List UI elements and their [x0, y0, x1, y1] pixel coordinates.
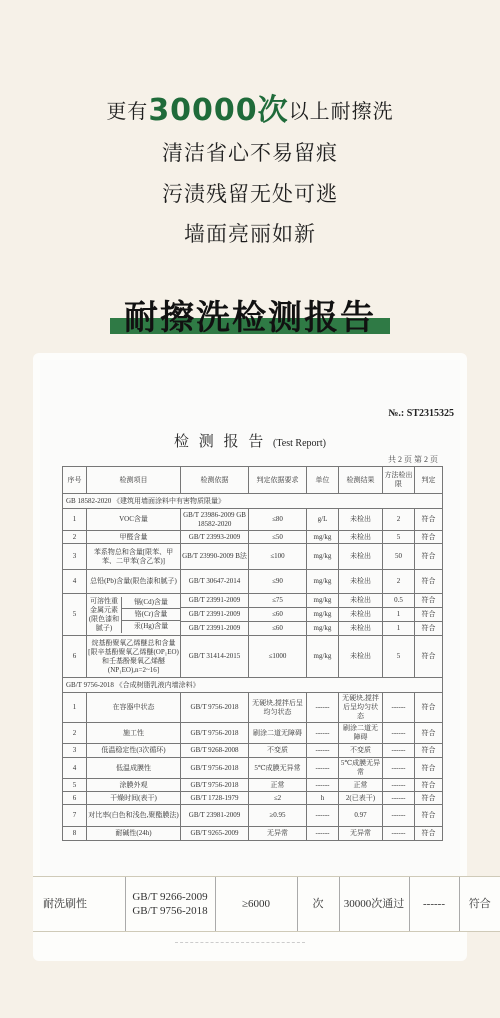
cell-result: 2(已表干) [339, 792, 383, 805]
row-number: 1 [63, 509, 87, 531]
cell-verdict: 符合 [415, 608, 443, 622]
row-number: 2 [63, 723, 87, 744]
section-heading: GB 18582-2020 《建筑用墙面涂料中有害物质限量》 [63, 494, 443, 509]
cell-item: 汞(Hg)含量 [133, 622, 169, 631]
cell-verdict: 符合 [415, 544, 443, 570]
cell-verdict: 符合 [415, 531, 443, 544]
cell-basis: GB/T 9756-2018 [181, 758, 249, 779]
section-title [0, 290, 500, 339]
report-title [40, 430, 460, 451]
cell-limit: ------ [383, 779, 415, 792]
report-table [62, 466, 443, 841]
cell-verdict: 符合 [415, 509, 443, 531]
highlight-table [33, 877, 500, 931]
table-row [63, 531, 443, 544]
headline-suffix: 以上耐擦洗 [288, 99, 394, 123]
cell-item: 甲醛含量 [87, 531, 181, 544]
headline-line-1 [0, 85, 500, 129]
cell-item: 烷基酚聚氧乙烯醚总和含量[限辛基酚聚氧乙烯醚(OP₁EO)和壬基酚聚氧乙烯醚(NP₁EO),n=2~16] [87, 636, 181, 678]
highlight-verdict: 符合 [459, 877, 500, 931]
table-row [63, 544, 443, 570]
cell-unit: mg/kg [307, 531, 339, 544]
cell-basis: GB/T 23993-2009 [181, 531, 249, 544]
cell-basis: GB/T 23981-2009 [181, 805, 249, 827]
cell-req: ≥0.95 [249, 805, 307, 827]
highlight-result: 30000次通过 [339, 877, 409, 931]
cell-basis: GB/T 23986-2009 GB 18582-2020 [181, 509, 249, 531]
cell-item: 总铅(Pb)含量(限色漆和腻子) [87, 570, 181, 594]
cell-unit: mg/kg [307, 622, 339, 636]
cell-unit: mg/kg [307, 594, 339, 608]
headline-highlight-number: 30000次 [148, 93, 289, 128]
cell-req: ≤75 [249, 594, 307, 608]
cell-basis: GB/T 1728-1979 [181, 792, 249, 805]
section-heading: GB/T 9756-2018 《合成树脂乳液内墙涂料》 [63, 678, 443, 693]
table-row [63, 509, 443, 531]
cell-result: 刷涂二道无障碍 [339, 723, 383, 744]
row-number: 6 [63, 792, 87, 805]
table-row [63, 693, 443, 723]
cell-verdict: 符合 [415, 805, 443, 827]
row-number: 5 [63, 594, 87, 636]
cell-req: 5℃成膜无异常 [249, 758, 307, 779]
table-row [63, 779, 443, 792]
cell-basis: GB/T 9756-2018 [181, 723, 249, 744]
cell-verdict: 符合 [415, 779, 443, 792]
column-header: 单位 [307, 467, 339, 494]
cell-result: 正常 [339, 779, 383, 792]
cell-result: 不变质 [339, 744, 383, 758]
cell-result: 未检出 [339, 531, 383, 544]
cell-item: VOC含量 [87, 509, 181, 531]
cell-item: 对比率(白色和浅色,聚酯膜法) [87, 805, 181, 827]
divider-line [175, 942, 305, 944]
cell-group-container [87, 594, 181, 636]
cell-result: 0.97 [339, 805, 383, 827]
table-row [63, 805, 443, 827]
table-row [63, 827, 443, 841]
cell-req: ≤2 [249, 792, 307, 805]
cell-req: ≤60 [249, 608, 307, 622]
cell-result: 未检出 [339, 622, 383, 636]
cell-verdict: 符合 [415, 792, 443, 805]
row-number: 6 [63, 636, 87, 678]
cell-req: ≤80 [249, 509, 307, 531]
cell-result: 未检出 [339, 636, 383, 678]
table-row [63, 570, 443, 594]
cell-item: 干燥时间(表干) [87, 792, 181, 805]
highlight-unit: 次 [297, 877, 339, 931]
column-header: 检测结果 [339, 467, 383, 494]
cell-unit: mg/kg [307, 544, 339, 570]
highlight-requirement: ≥6000 [215, 877, 297, 931]
highlight-item: 耐洗刷性 [43, 898, 87, 910]
headline-prefix: 更有 [106, 99, 149, 123]
cell-unit: ------ [307, 779, 339, 792]
column-header: 检测依据 [181, 467, 249, 494]
table-header-row [63, 467, 443, 494]
cell-unit: ------ [307, 805, 339, 827]
cell-limit: 50 [383, 544, 415, 570]
cell-verdict: 符合 [415, 744, 443, 758]
table-row [63, 723, 443, 744]
row-number: 3 [63, 544, 87, 570]
cell-limit: ------ [383, 827, 415, 841]
cell-verdict: 符合 [415, 758, 443, 779]
highlight-row-washability [33, 876, 500, 932]
table-row [63, 792, 443, 805]
cell-verdict: 符合 [415, 693, 443, 723]
cell-result: 未检出 [339, 608, 383, 622]
cell-req: 不变质 [249, 744, 307, 758]
column-header: 判定依据要求 [249, 467, 307, 494]
cell-limit: 2 [383, 509, 415, 531]
cell-unit: ------ [307, 723, 339, 744]
cell-verdict: 符合 [415, 827, 443, 841]
section-title-text: 耐擦洗检测报告 [124, 298, 376, 338]
cell-basis: GB/T 23991-2009 [181, 622, 249, 636]
section-row [63, 494, 443, 509]
cell-item: 低温成膜性 [87, 758, 181, 779]
cell-unit: ------ [307, 758, 339, 779]
cell-basis: GB/T 9756-2018 [181, 779, 249, 792]
cell-basis: GB/T 9265-2009 [181, 827, 249, 841]
headline-line-4: 墙面亮丽如新 [184, 222, 316, 246]
cell-basis: GB/T 31414-2015 [181, 636, 249, 678]
column-header: 检测项目 [87, 467, 181, 494]
cell-basis: GB/T 9756-2018 [181, 693, 249, 723]
cell-unit: ------ [307, 827, 339, 841]
cell-unit: ------ [307, 744, 339, 758]
cell-verdict: 符合 [415, 570, 443, 594]
cell-req: 无硬块,搅拌后呈均匀状态 [249, 693, 307, 723]
row-number: 7 [63, 805, 87, 827]
row-number: 5 [63, 779, 87, 792]
cell-req: ≤90 [249, 570, 307, 594]
row-number: 4 [63, 570, 87, 594]
row-number: 3 [63, 744, 87, 758]
cell-item: 镉(Cd)含量 [122, 597, 180, 609]
row-number: 4 [63, 758, 87, 779]
cell-basis: GB/T 9268-2008 [181, 744, 249, 758]
cell-limit: ------ [383, 744, 415, 758]
column-header: 方法检出限 [383, 467, 415, 494]
cell-basis: GB/T 23991-2009 [181, 594, 249, 608]
cell-limit: 5 [383, 531, 415, 544]
row-number: 1 [63, 693, 87, 723]
cell-basis: GB/T 30647-2014 [181, 570, 249, 594]
table-row [63, 594, 443, 608]
cell-limit: 2 [383, 570, 415, 594]
column-header: 序号 [63, 467, 87, 494]
cell-unit: g/L [307, 509, 339, 531]
cell-unit: mg/kg [307, 608, 339, 622]
report-title-en: (Test Report) [273, 438, 326, 449]
cell-req: ≤1000 [249, 636, 307, 678]
cell-item: 低温稳定性(3次循环) [87, 744, 181, 758]
highlight-basis: GB/T 9266-2009 GB/T 9756-2018 [125, 877, 215, 931]
section-row [63, 678, 443, 693]
cell-verdict: 符合 [415, 594, 443, 608]
cell-result: 5℃成膜无异常 [339, 758, 383, 779]
cell-verdict: 符合 [415, 636, 443, 678]
cell-item: 耐碱性(24h) [87, 827, 181, 841]
cell-limit: ------ [383, 805, 415, 827]
cell-limit: ------ [383, 723, 415, 744]
cell-unit: ------ [307, 693, 339, 723]
cell-limit: 5 [383, 636, 415, 678]
cell-unit: mg/kg [307, 570, 339, 594]
cell-limit: 1 [383, 608, 415, 622]
cell-limit: ------ [383, 792, 415, 805]
cell-item: 施工性 [87, 723, 181, 744]
cell-unit: mg/kg [307, 636, 339, 678]
highlight-limit: ------ [409, 877, 459, 931]
cell-limit: 1 [383, 622, 415, 636]
cell-item: 铬(Cr)含量 [122, 609, 180, 621]
cell-group-label: 可溶性重金属元素(限色漆和腻子) [87, 597, 122, 633]
cell-result: 无硬块,搅拌后呈均匀状态 [339, 693, 383, 723]
cell-req: 刷涂二道无障碍 [249, 723, 307, 744]
report-number: №.: ST2315325 [388, 408, 454, 419]
cell-verdict: 符合 [415, 622, 443, 636]
cell-req: 正常 [249, 779, 307, 792]
cell-limit: ------ [383, 693, 415, 723]
table-row [63, 758, 443, 779]
cell-item: 涂膜外观 [87, 779, 181, 792]
cell-verdict: 符合 [415, 723, 443, 744]
cell-req: ≤100 [249, 544, 307, 570]
cell-basis: GB/T 23990-2009 B法 [181, 544, 249, 570]
cell-limit: ------ [383, 758, 415, 779]
cell-req: ≤50 [249, 531, 307, 544]
cell-result: 未检出 [339, 570, 383, 594]
cell-basis: GB/T 23991-2009 [181, 608, 249, 622]
row-number: 8 [63, 827, 87, 841]
cell-result: 未检出 [339, 594, 383, 608]
row-number: 2 [63, 531, 87, 544]
cell-item: 苯系物总和含量[限苯、甲苯、二甲苯(含乙苯)] [87, 544, 181, 570]
headline-line-2: 清洁省心不易留痕 [162, 141, 338, 165]
cell-unit: h [307, 792, 339, 805]
cell-limit: 0.5 [383, 594, 415, 608]
cell-result: 未检出 [339, 509, 383, 531]
cell-result: 无异常 [339, 827, 383, 841]
cell-req: 无异常 [249, 827, 307, 841]
cell-item: 在容器中状态 [87, 693, 181, 723]
cell-req: ≤60 [249, 622, 307, 636]
page-info: 共 2 页 第 2 页 [388, 455, 438, 464]
report-title-cn: 检 测 报 告 [174, 434, 267, 450]
table-row [63, 636, 443, 678]
table-row [63, 744, 443, 758]
test-report-document [40, 360, 460, 880]
column-header: 判定 [415, 467, 443, 494]
headline-line-3: 污渍残留无处可逃 [162, 182, 338, 206]
cell-result: 未检出 [339, 544, 383, 570]
